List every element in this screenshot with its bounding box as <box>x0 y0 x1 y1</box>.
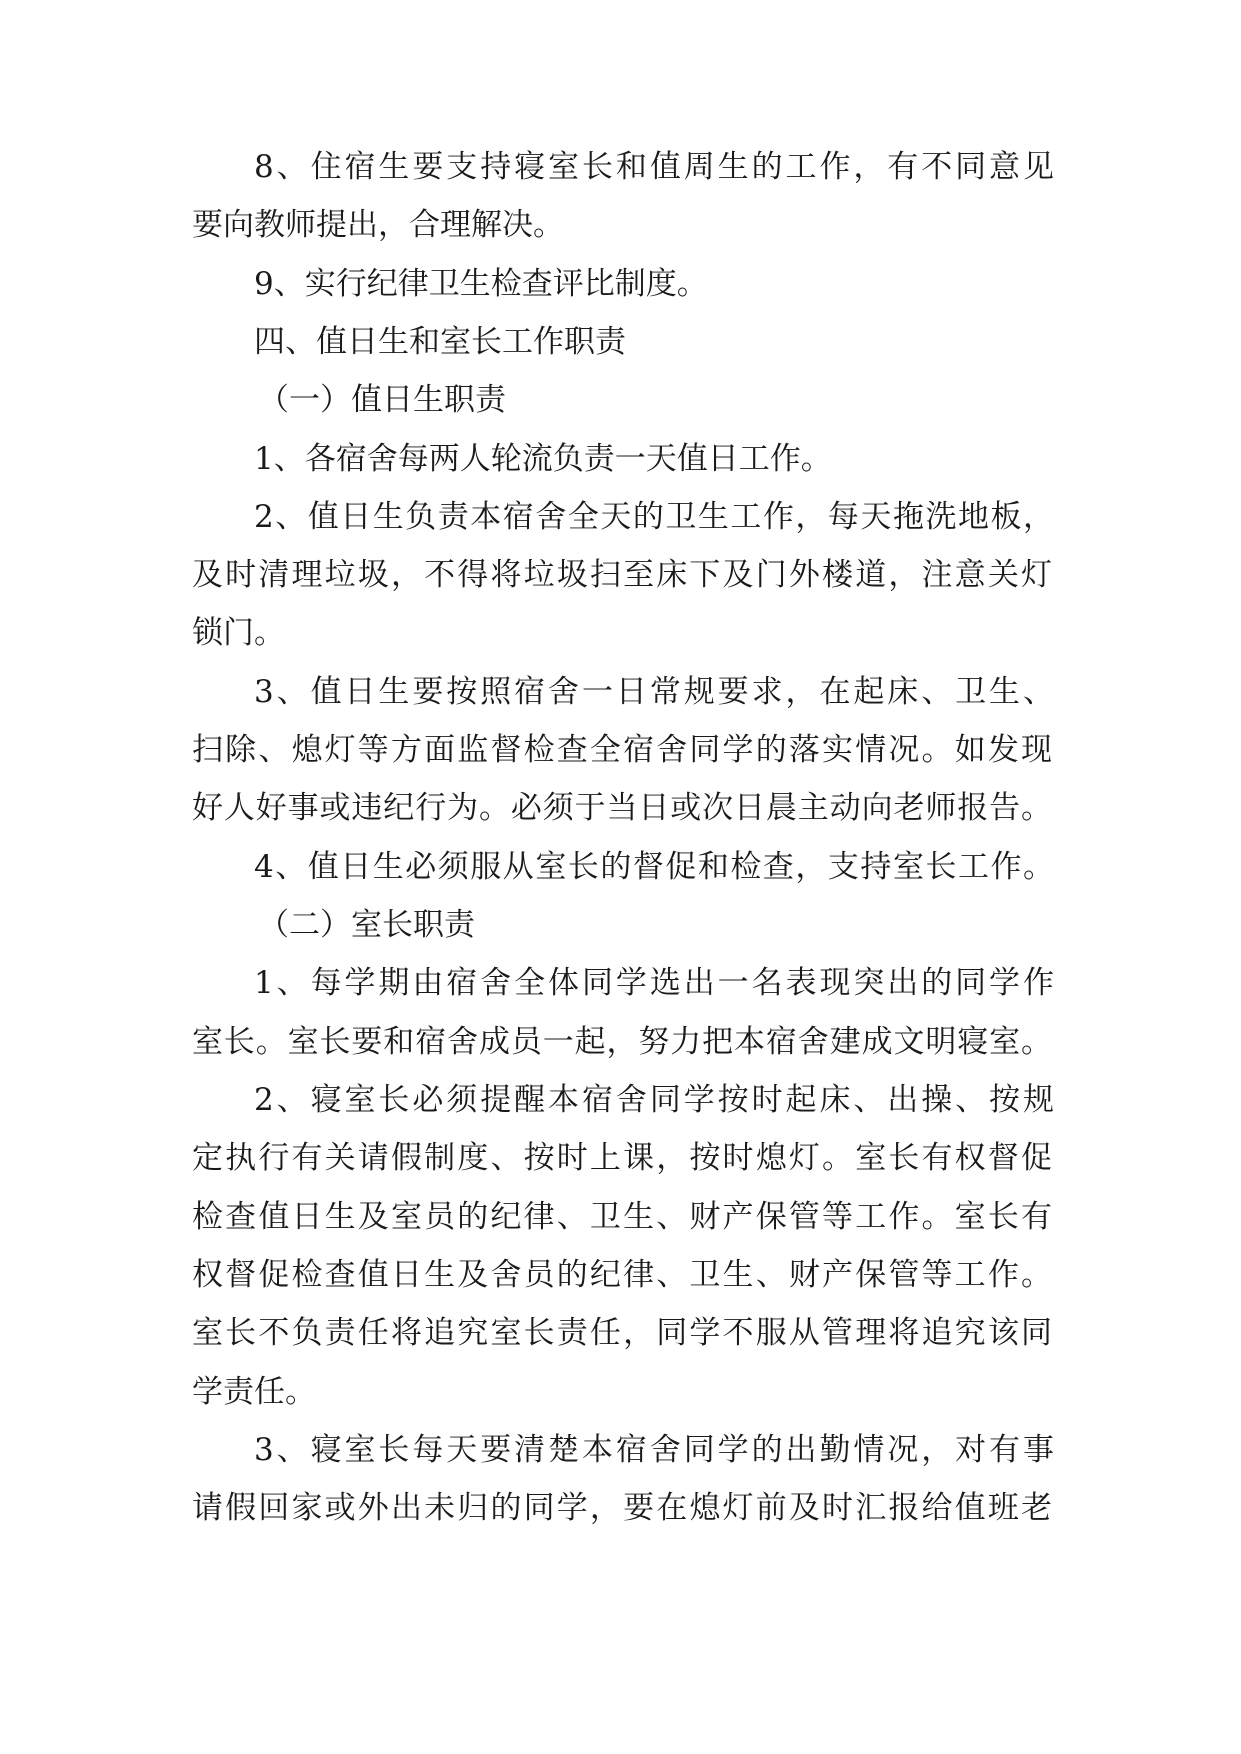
paragraph-line: 扫除、熄灯等方面监督检查全宿舍同学的落实情况。如发现 <box>192 732 1052 768</box>
paragraph-line: 权督促检查值日生及舍员的纪律、卫生、财产保管等工作。 <box>192 1257 1052 1293</box>
paragraph-line: 锁门。 <box>192 615 285 651</box>
paragraph-line: 室长。室长要和宿舍成员一起，努力把本宿舍建成文明寝室。 <box>192 1024 1052 1060</box>
section-heading: 四、值日生和室长工作职责 <box>254 324 626 360</box>
paragraph-line: 2、寝室长必须提醒本宿舍同学按时起床、出操、按规 <box>254 1082 1054 1118</box>
subsection-heading: （二）室长职责 <box>258 907 475 943</box>
paragraph-line: 2、值日生负责本宿舍全天的卫生工作，每天拖洗地板， <box>254 499 1054 535</box>
paragraph-line: 1、各宿舍每两人轮流负责一天值日工作。 <box>254 441 832 477</box>
paragraph-line: 1、每学期由宿舍全体同学选出一名表现突出的同学作 <box>254 965 1054 1001</box>
paragraph-line: 3、寝室长每天要清楚本宿舍同学的出勤情况，对有事 <box>254 1432 1054 1468</box>
paragraph-line: 学责任。 <box>192 1374 316 1410</box>
paragraph-line: 4、值日生必须服从室长的督促和检查，支持室长工作。 <box>254 849 1054 885</box>
paragraph-line: 请假回家或外出未归的同学，要在熄灯前及时汇报给值班老 <box>192 1490 1052 1526</box>
paragraph-line: 定执行有关请假制度、按时上课，按时熄灯。室长有权督促 <box>192 1140 1052 1176</box>
paragraph-line: 要向教师提出，合理解决。 <box>192 207 564 243</box>
paragraph-line: 室长不负责任将追究室长责任，同学不服从管理将追究该同 <box>192 1315 1052 1351</box>
paragraph-line: 及时清理垃圾，不得将垃圾扫至床下及门外楼道，注意关灯 <box>192 557 1052 593</box>
paragraph-line: 3、值日生要按照宿舍一日常规要求，在起床、卫生、 <box>254 674 1054 710</box>
paragraph-line: 好人好事或违纪行为。必须于当日或次日晨主动向老师报告。 <box>192 790 1052 826</box>
paragraph-line: 8、住宿生要支持寝室长和值周生的工作，有不同意见 <box>254 149 1054 185</box>
paragraph-line: 检查值日生及室员的纪律、卫生、财产保管等工作。室长有 <box>192 1199 1052 1235</box>
paragraph-line: 9、实行纪律卫生检查评比制度。 <box>254 266 708 302</box>
subsection-heading: （一）值日生职责 <box>258 382 506 418</box>
